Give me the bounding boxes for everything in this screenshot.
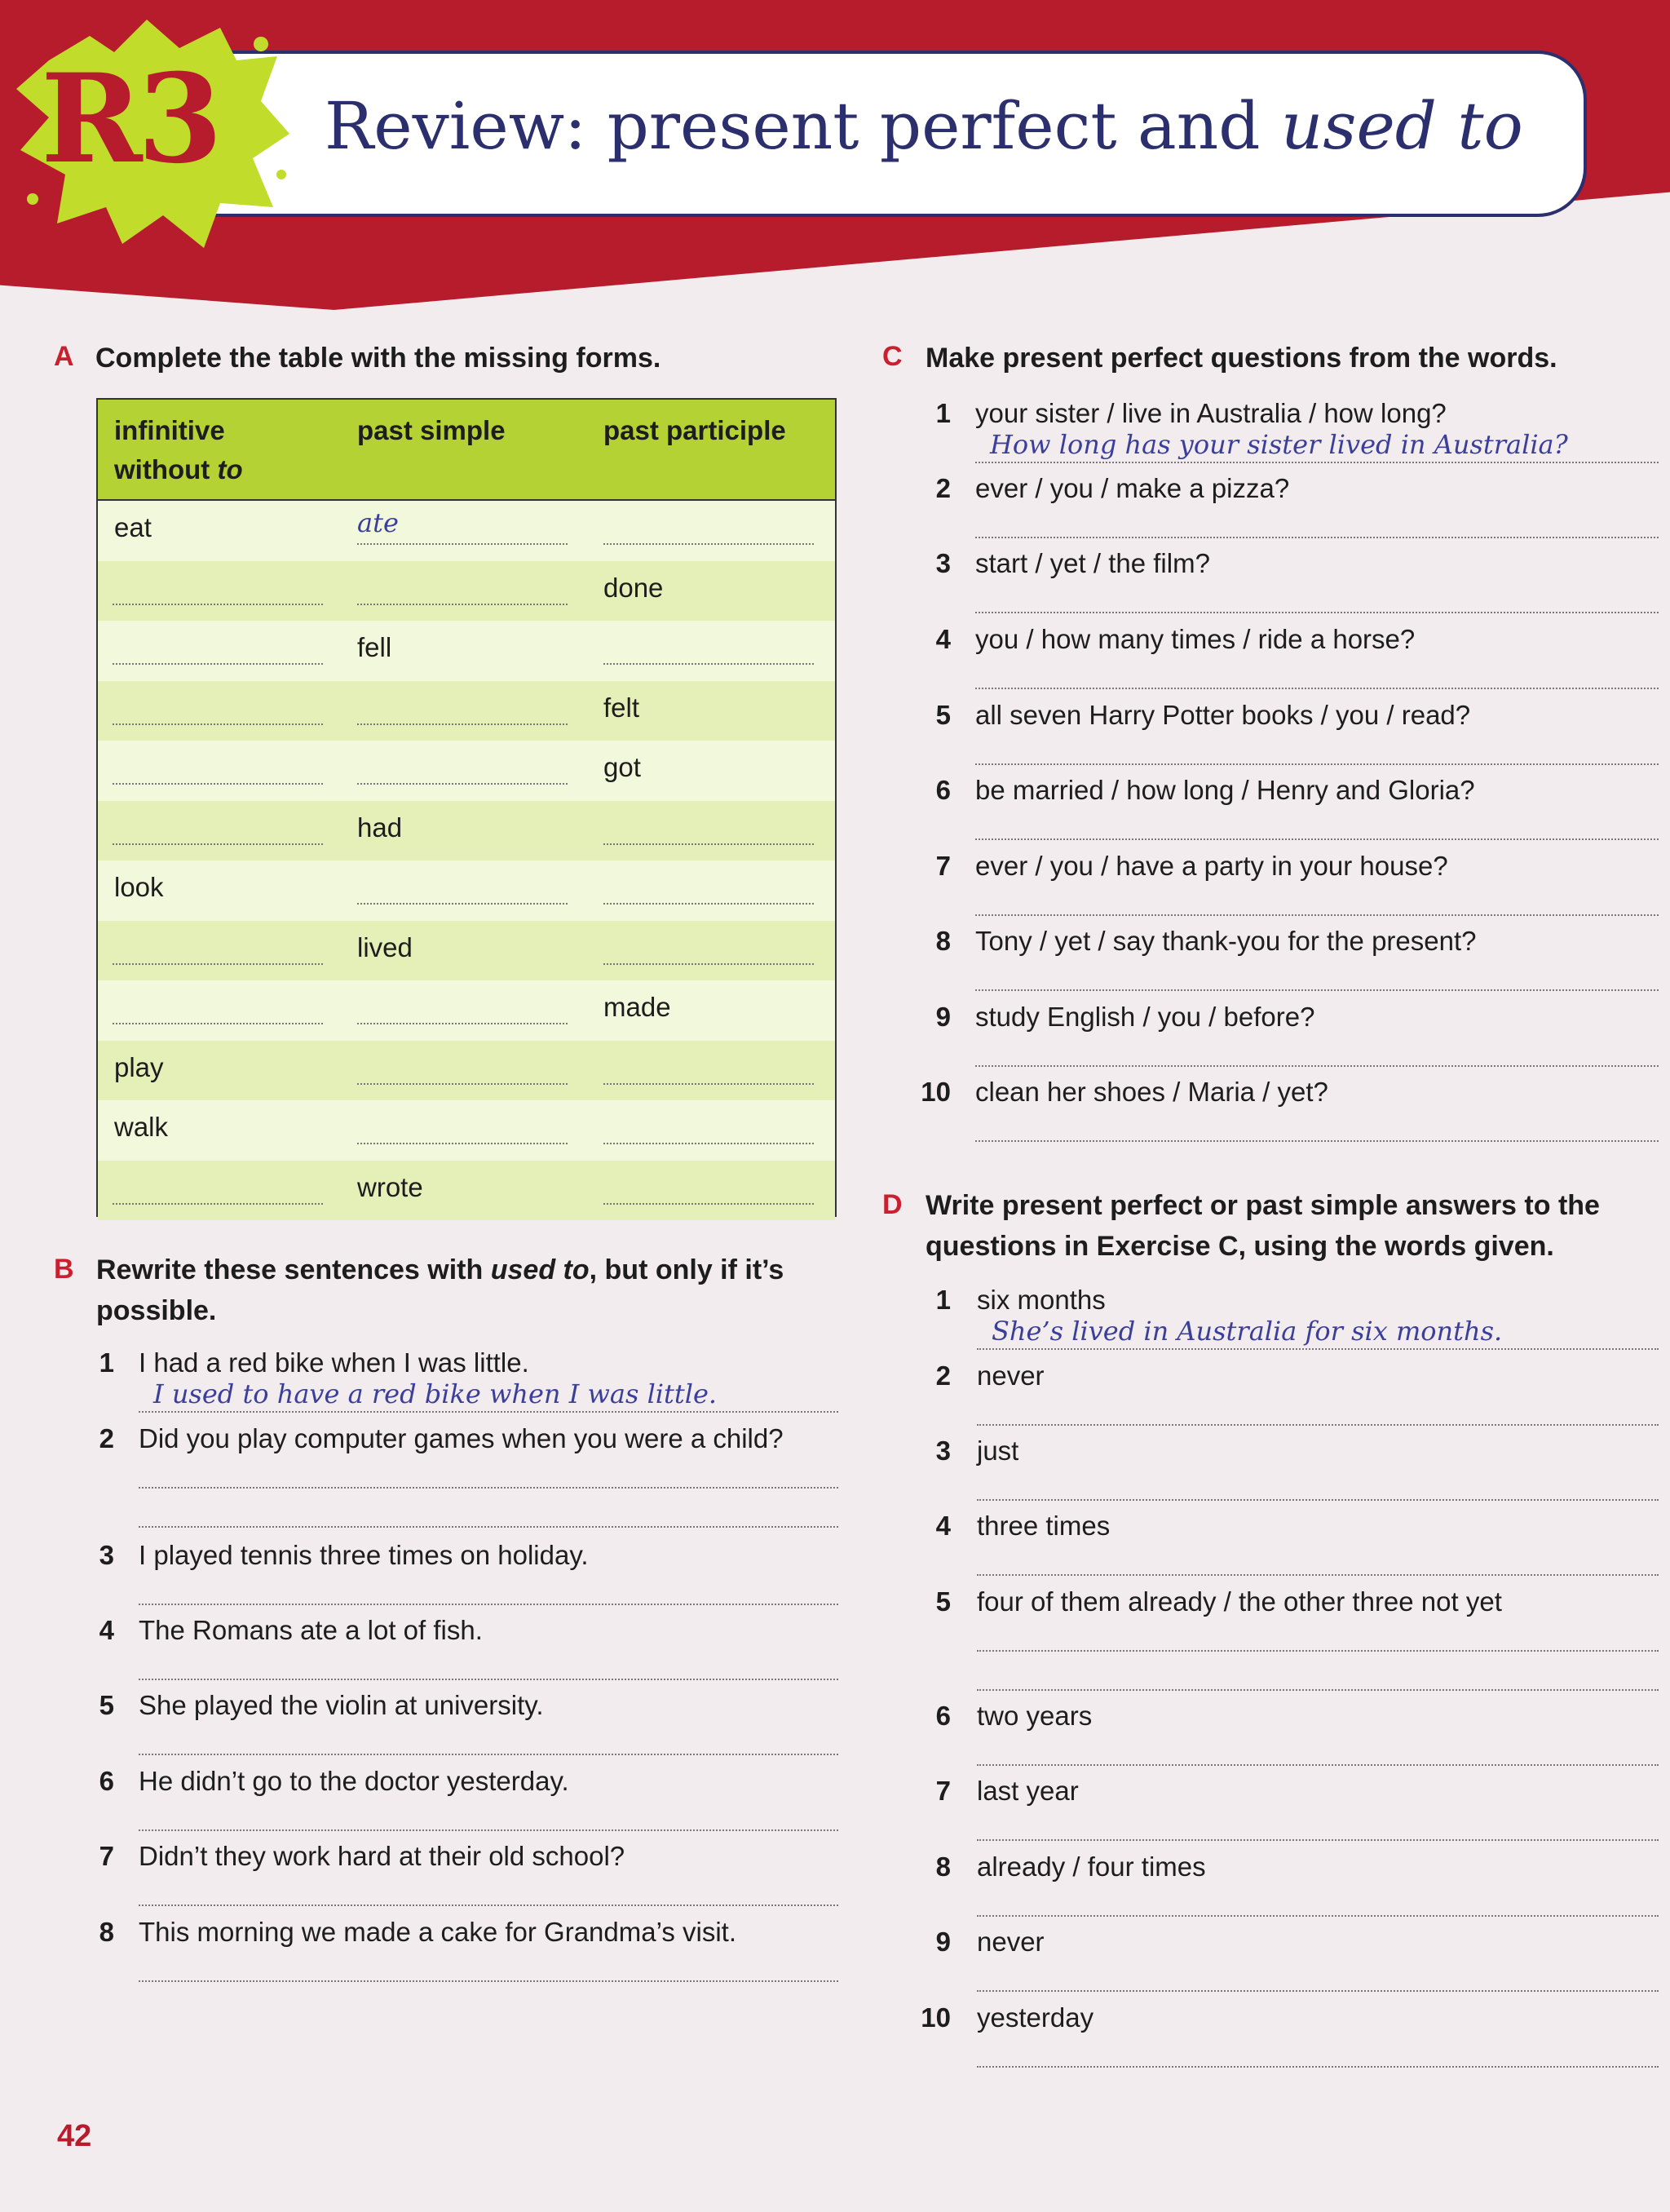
item-number: 1 xyxy=(935,1285,951,1315)
item-number: 4 xyxy=(935,624,951,654)
item-prompt: He didn’t go to the doctor yesterday. xyxy=(139,1766,569,1796)
answer-line[interactable] xyxy=(139,1905,838,1906)
table-row xyxy=(98,501,835,561)
answer-line[interactable] xyxy=(603,1143,814,1144)
item-number: 2 xyxy=(935,473,951,503)
answer-line[interactable] xyxy=(113,723,323,725)
answer-line[interactable] xyxy=(977,1499,1659,1501)
exercise-d-title: Write present perfect or past simple answers to the questions in Exercise C, using the words given. xyxy=(926,1190,1600,1262)
item-number: 6 xyxy=(935,1701,951,1731)
item-number: 1 xyxy=(935,398,951,428)
exercise-c-letter: C xyxy=(882,341,903,372)
item-number: 8 xyxy=(935,926,951,956)
item-prompt: ever / you / have a party in your house? xyxy=(975,851,1448,881)
table-row xyxy=(98,860,835,921)
exercise-b-title: Rewrite these sentences with used to, but only if it’s possible. xyxy=(96,1254,784,1326)
table-row xyxy=(98,921,835,981)
item-prompt: just xyxy=(977,1436,1019,1466)
answer-line[interactable] xyxy=(139,1829,838,1831)
answer-line[interactable] xyxy=(975,537,1659,538)
item-number: 4 xyxy=(99,1615,114,1645)
answer-line[interactable] xyxy=(975,1140,1659,1142)
answer-line[interactable] xyxy=(357,1083,568,1085)
item-number: 5 xyxy=(935,700,951,730)
answer-line[interactable] xyxy=(975,989,1659,991)
col-past-participle: past participle xyxy=(603,415,786,445)
answer-line[interactable] xyxy=(357,1143,568,1144)
handwritten-answer: I used to have a red bike when I was little. xyxy=(153,1378,718,1409)
table-row xyxy=(98,621,835,681)
answer-line[interactable] xyxy=(977,1915,1659,1917)
item-number: 5 xyxy=(935,1586,951,1617)
answer-line[interactable] xyxy=(975,1065,1659,1067)
answer-line[interactable] xyxy=(977,1689,1659,1691)
item-prompt: I played tennis three times on holiday. xyxy=(139,1540,589,1570)
answer-line[interactable] xyxy=(603,843,814,845)
item-prompt: your sister / live in Australia / how long? xyxy=(975,398,1447,428)
item-prompt: never xyxy=(977,1360,1045,1391)
table-row xyxy=(98,681,835,741)
table-cell-pp: done xyxy=(603,572,664,603)
table-cell-inf: walk xyxy=(114,1112,169,1142)
item-number: 2 xyxy=(99,1423,114,1453)
exercise-a-letter: A xyxy=(54,341,74,372)
col-past-simple: past simple xyxy=(357,415,506,445)
answer-line[interactable] xyxy=(603,1083,814,1085)
item-number: 5 xyxy=(99,1690,114,1720)
answer-line[interactable] xyxy=(139,1604,838,1605)
item-number: 4 xyxy=(935,1511,951,1541)
item-number: 1 xyxy=(99,1347,114,1378)
answer-line[interactable] xyxy=(977,1650,1659,1652)
answer-line[interactable] xyxy=(977,2066,1659,2068)
table-row xyxy=(98,1161,835,1221)
item-prompt: yesterday xyxy=(977,2002,1094,2033)
table-cell-past: had xyxy=(357,812,403,843)
answer-line[interactable] xyxy=(977,1839,1659,1841)
item-prompt: last year xyxy=(977,1776,1079,1806)
item-prompt: three times xyxy=(977,1511,1111,1541)
table-row xyxy=(98,1041,835,1101)
table-cell-pp: made xyxy=(603,992,671,1022)
item-number: 7 xyxy=(935,851,951,881)
answer-line[interactable] xyxy=(139,1754,838,1755)
answer-line[interactable] xyxy=(113,1203,323,1205)
table-row xyxy=(98,741,835,801)
table-header xyxy=(98,400,835,501)
table-cell-inf: play xyxy=(114,1051,164,1082)
answer-line[interactable] xyxy=(603,903,814,905)
answer-line[interactable] xyxy=(357,1023,568,1024)
table-cell-past: fell xyxy=(357,632,392,662)
page-title: Review: present perfect and used to xyxy=(325,88,1523,164)
answer-line[interactable] xyxy=(113,663,323,665)
page-number: 42 xyxy=(57,2119,92,2153)
item-number: 6 xyxy=(99,1766,114,1796)
answer-line[interactable] xyxy=(139,1411,838,1413)
item-prompt: ever / you / make a pizza? xyxy=(975,473,1290,503)
answer-line[interactable] xyxy=(975,462,1659,463)
answer-line[interactable] xyxy=(113,1023,323,1024)
answer-line[interactable] xyxy=(357,903,568,905)
exercise-c-title: Make present perfect questions from the words. xyxy=(926,343,1557,374)
item-prompt: Tony / yet / say thank-you for the present? xyxy=(975,926,1477,956)
item-prompt: six months xyxy=(977,1285,1106,1315)
item-prompt: The Romans ate a lot of fish. xyxy=(139,1615,483,1645)
handwritten-answer: How long has your sister lived in Australia? xyxy=(990,429,1568,460)
table-cell-pp: felt xyxy=(603,692,640,723)
answer-line[interactable] xyxy=(139,1526,838,1528)
answer-line[interactable] xyxy=(139,1487,838,1489)
exercise-d-letter: D xyxy=(882,1189,903,1220)
item-prompt: you / how many times / ride a horse? xyxy=(975,624,1416,654)
item-prompt: two years xyxy=(977,1701,1093,1731)
answer-line[interactable] xyxy=(975,763,1659,765)
table-cell-pp: got xyxy=(603,752,641,782)
answer-line[interactable] xyxy=(357,604,568,605)
item-prompt: already / four times xyxy=(977,1851,1206,1882)
item-number: 3 xyxy=(935,548,951,578)
item-prompt: Didn’t they work hard at their old school? xyxy=(139,1841,625,1871)
exercise-b-letter: B xyxy=(54,1254,74,1285)
item-number: 9 xyxy=(935,1002,951,1032)
item-number: 7 xyxy=(935,1776,951,1806)
table-cell-past: lived xyxy=(357,931,413,962)
answer-line[interactable] xyxy=(975,688,1659,689)
answer-line[interactable] xyxy=(113,783,323,785)
answer-line[interactable] xyxy=(113,843,323,845)
answer-line[interactable] xyxy=(357,723,568,725)
table-cell-past: ate xyxy=(357,507,399,538)
answer-line[interactable] xyxy=(113,963,323,965)
table-cell-inf: look xyxy=(114,872,164,902)
item-prompt: study English / you / before? xyxy=(975,1002,1315,1032)
table-cell-past: wrote xyxy=(357,1171,423,1202)
table-row xyxy=(98,561,835,622)
col-infinitive: infinitive without to xyxy=(114,415,243,484)
item-number: 2 xyxy=(935,1360,951,1391)
answer-line[interactable] xyxy=(975,838,1659,840)
item-prompt: I had a red bike when I was little. xyxy=(139,1347,529,1378)
answer-line[interactable] xyxy=(603,1203,814,1205)
item-number: 8 xyxy=(99,1917,114,1947)
table-row xyxy=(98,980,835,1041)
table-row xyxy=(98,1100,835,1161)
table-row xyxy=(98,801,835,861)
answer-line[interactable] xyxy=(975,914,1659,916)
item-number: 7 xyxy=(99,1841,114,1871)
item-prompt: She played the violin at university. xyxy=(139,1690,544,1720)
answer-line[interactable] xyxy=(357,543,568,545)
table-cell-inf: eat xyxy=(114,512,152,542)
forms-table xyxy=(96,398,837,1217)
exercise-a-title: Complete the table with the missing forms. xyxy=(95,343,661,374)
item-number: 10 xyxy=(921,1077,951,1107)
answer-line[interactable] xyxy=(139,1679,838,1680)
answer-line[interactable] xyxy=(113,604,323,605)
item-number: 10 xyxy=(921,2002,951,2033)
answer-line[interactable] xyxy=(977,1764,1659,1766)
answer-line[interactable] xyxy=(977,1348,1659,1350)
item-prompt: start / yet / the film? xyxy=(975,548,1210,578)
answer-line[interactable] xyxy=(977,1990,1659,1992)
item-prompt: all seven Harry Potter books / you / read? xyxy=(975,700,1471,730)
answer-line[interactable] xyxy=(357,783,568,785)
answer-line[interactable] xyxy=(603,963,814,965)
item-number: 3 xyxy=(99,1540,114,1570)
item-number: 9 xyxy=(935,1927,951,1957)
answer-line[interactable] xyxy=(603,543,814,545)
item-prompt: This morning we made a cake for Grandma’s visit. xyxy=(139,1917,737,1947)
item-prompt: be married / how long / Henry and Gloria? xyxy=(975,775,1475,805)
handwritten-answer: She’s lived in Australia for six months. xyxy=(992,1316,1503,1347)
item-prompt: Did you play computer games when you were a child? xyxy=(139,1423,784,1453)
answer-line[interactable] xyxy=(603,663,814,665)
item-prompt: four of them already / the other three not yet xyxy=(977,1586,1502,1617)
item-number: 6 xyxy=(935,775,951,805)
item-prompt: clean her shoes / Maria / yet? xyxy=(975,1077,1328,1107)
answer-line[interactable] xyxy=(975,612,1659,613)
item-number: 8 xyxy=(935,1851,951,1882)
answer-line[interactable] xyxy=(977,1424,1659,1426)
item-prompt: never xyxy=(977,1927,1045,1957)
item-number: 3 xyxy=(935,1436,951,1466)
unit-badge: R3 xyxy=(41,47,219,191)
answer-line[interactable] xyxy=(139,1980,838,1982)
answer-line[interactable] xyxy=(977,1574,1659,1576)
